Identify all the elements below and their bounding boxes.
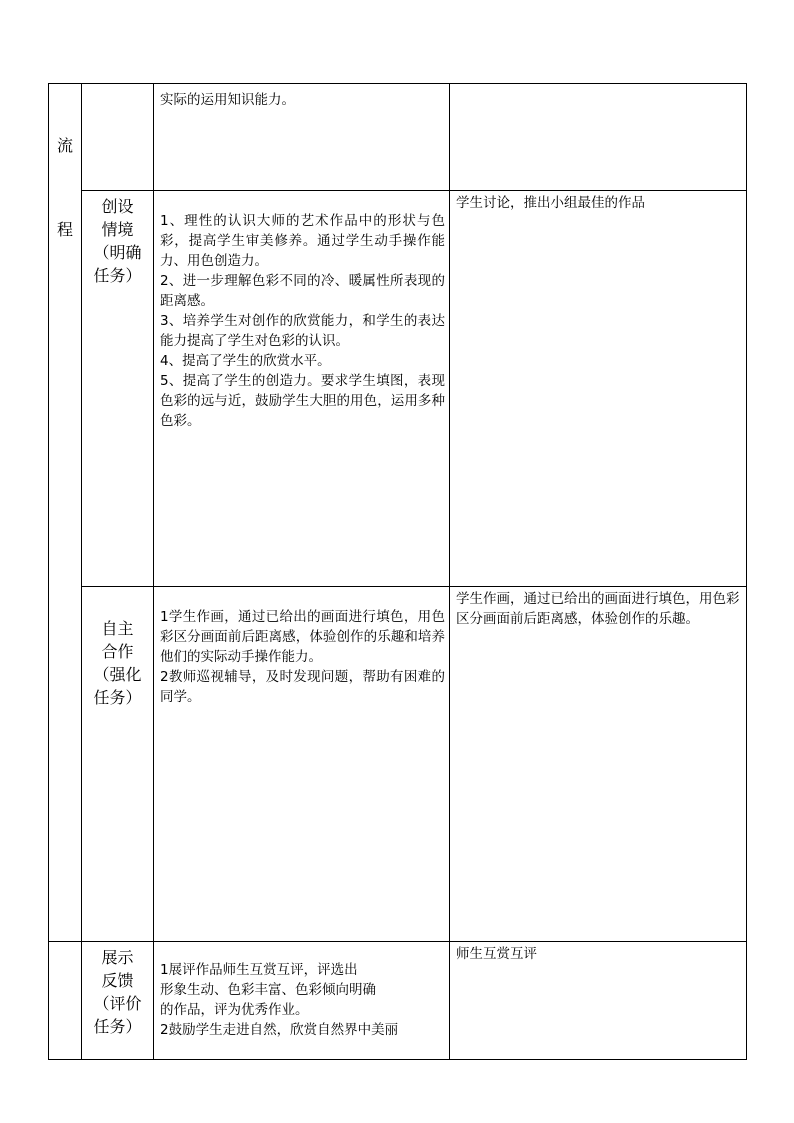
stage-cell	[82, 587, 154, 942]
activity-paragraph: 的作品，评为优秀作业。	[160, 1002, 309, 1018]
activity-paragraph: 1、理性的认识大师的艺术作品中的形状与色彩，提高学生审美修养。通过学生动手操作能力、用色创造力。	[160, 213, 445, 269]
activity-paragraph: 2、进一步理解色彩不同的冷、暖属性所表现的距离感。	[160, 273, 445, 309]
student-activity-text: 学生作画，通过已给出的画面进行填色，用色彩区分画面前后距离感，体验创作的乐趣。	[456, 591, 740, 627]
stage-cell	[82, 942, 154, 1060]
teacher-activity-cell	[154, 942, 450, 1060]
student-activity-cell	[450, 191, 747, 587]
activity-paragraph: 实际的运用知识能力。	[160, 92, 295, 108]
teacher-activity-cell	[154, 587, 450, 942]
stage-label: 创设 情境 （明确 任务）	[93, 197, 142, 285]
stage-cell	[82, 191, 154, 587]
student-activity-cell	[450, 587, 747, 942]
student-activity-cell	[450, 942, 747, 1060]
activity-paragraph: 4、提高了学生的欣赏水平。	[160, 353, 331, 369]
table-row	[49, 191, 747, 587]
activity-paragraph: 1学生作画，通过已给出的画面进行填色，用色彩区分画面前后距离感，体验创作的乐趣和培养他们的实际动手操作能力。	[160, 609, 445, 665]
student-activity-text: 师生互赏互评	[456, 946, 537, 962]
stage-label: 自主 合作 （强化 任务）	[93, 619, 142, 707]
activity-paragraph: 1展评作品师生互赏互评，评选出	[160, 962, 358, 978]
activity-paragraph: 3、培养学生对创作的欣赏能力，和学生的表达能力提高了学生对色彩的认识。	[160, 313, 445, 349]
table-row	[49, 84, 747, 191]
table-row	[49, 587, 747, 942]
student-activity-text: 学生讨论，推出小组最佳的作品	[456, 195, 645, 211]
stage-label: 展示 反馈 （评价 任务）	[93, 948, 142, 1036]
flow-label-cell	[49, 942, 82, 1060]
flow-label-cell	[49, 84, 82, 942]
teacher-activity-cell	[154, 84, 450, 191]
lesson-flow-table	[48, 83, 747, 1060]
flow-label-char: 程	[56, 220, 73, 239]
activity-paragraph: 2教师巡视辅导，及时发现问题，帮助有困难的同学。	[160, 669, 445, 705]
flow-label-char: 流	[56, 136, 73, 155]
activity-paragraph: 2鼓励学生走进自然，欣赏自然界中美丽	[160, 1022, 399, 1038]
teacher-activity-cell	[154, 191, 450, 587]
stage-cell	[82, 84, 154, 191]
activity-paragraph: 5、提高了学生的创造力。要求学生填图，表现色彩的远与近，鼓励学生大胆的用色，运用多种色彩。	[160, 373, 445, 429]
student-activity-cell	[450, 84, 747, 191]
activity-paragraph: 形象生动、色彩丰富、色彩倾向明确	[160, 982, 376, 998]
table-row	[49, 942, 747, 1060]
